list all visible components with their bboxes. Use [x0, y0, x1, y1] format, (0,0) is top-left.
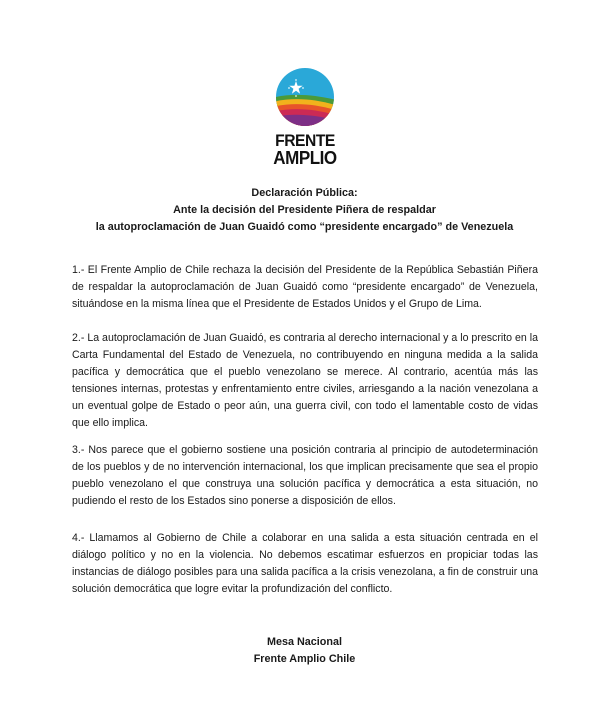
- logo-emblem-icon: [266, 66, 344, 130]
- logo-name-line2: AMPLIO: [273, 147, 337, 168]
- paragraph-3: 3.- Nos parece que el gobierno sostiene una posición contraria al principio de autodeterminación de los pueblos y de no intervención internacional, los que implican precisamente que sea el propio pueblo venezolano el que construya una solución pacífica y democrática a esta situación, no pudiendo el resto de los Estados sino ponerse a disposición de ellos.: [72, 444, 538, 507]
- paragraph-4: 4.- Llamamos al Gobierno de Chile a colaborar en una salida a esta situación centrada en el diálogo político y no en la violencia. No debemos escatimar esfuerzos en propiciar todas las instancias de diálogo posibles para una salida pacífica a la crisis venezolana, a fin de construir una solución democrática que logre evitar la profundización del conflicto.: [72, 532, 538, 595]
- heading-subtitle-1: Ante la decisión del Presidente Piñera de respaldar: [173, 204, 436, 216]
- logo-stripe-purple: [266, 115, 344, 130]
- signature-line-1: Mesa Nacional: [266, 636, 342, 648]
- signature-line-2: Frente Amplio Chile: [253, 653, 356, 665]
- heading-subtitle-2: la autoproclamación de Juan Guaidó como “presidente encargado” de Venezuela: [95, 221, 514, 233]
- document-heading: [40, 185, 569, 236]
- paragraph-2: 2.- La autoproclamación de Juan Guaidó, es contraria al derecho internacional y a lo prescrito en la Carta Fundamental del Estado de Venezuela, no contribuyendo en ninguna medida a la salida pacífica y democrática que el pueblo venezolano se merece. Al contrario, acentúa más las tensiones internas, protestas y enfrentamiento entre civiles, arriesgando a la nación venezolana a un eventual golpe de Estado o peor aún, una guerra civil, con todo el lamentable costo de vidas que ello implica.: [72, 332, 538, 429]
- heading-title: Declaración Pública:: [251, 187, 358, 199]
- signature-block: [40, 634, 569, 668]
- paragraph-1: 1.- El Frente Amplio de Chile rechaza la decisión del Presidente de la República Sebastián Piñera de respaldar la autoproclamación de Juan Guaidó como “presidente encargado” de Venezuela, situándose en la misma línea que el Presidente de Estados Unidos y el Grupo de Lima.: [72, 264, 538, 310]
- logo-name-line1: FRENTE: [275, 131, 335, 150]
- frente-amplio-logo: [266, 66, 344, 170]
